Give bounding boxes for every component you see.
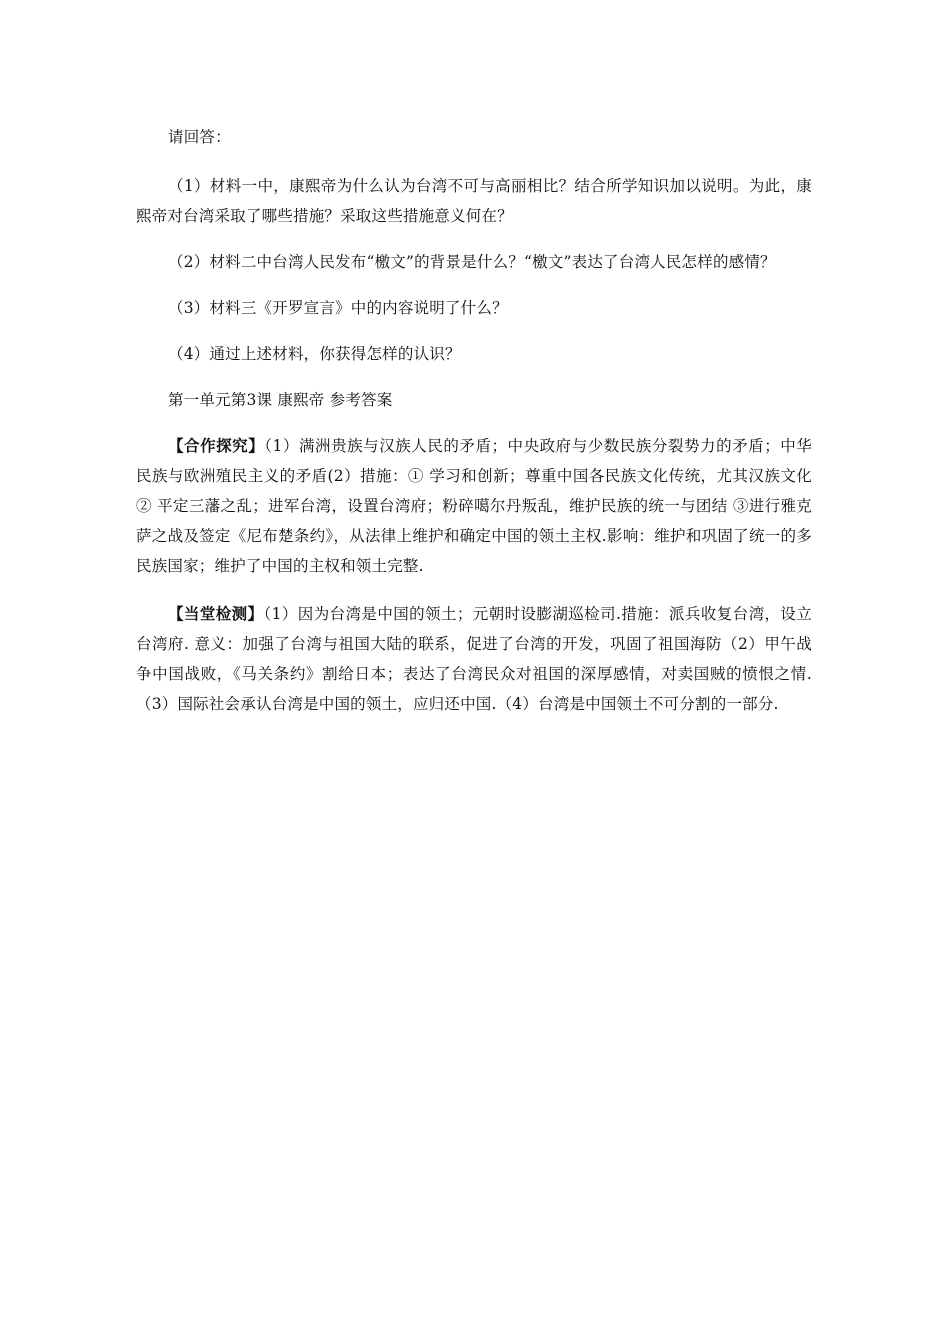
answer-section-title: 第一单元第3课 康熙帝 参考答案 [168,391,393,409]
question-3: （3）材料三《开罗宣言》中的内容说明了什么？ [168,299,508,317]
answer-tag-cooperative-inquiry: 【合作探究】 [168,436,265,455]
answer-tag-classroom-test: 【当堂检测】 [168,604,264,623]
question-4: （4）通过上述材料，你获得怎样的认识？ [168,345,461,363]
question-1: （1）材料一中，康熙帝为什么认为台湾不可与高丽相比？结合所学知识加以说明。为此，康熙帝对台湾采取了哪些措施？采取这些措施意义何在？ [136,177,812,225]
answer-cooperative-inquiry [136,431,812,581]
answer-text-classroom-test: （1）因为台湾是中国的领土；元朝时设膨湖巡检司.措施：派兵收复台湾，设立台湾府. 意义：加强了台湾与祖国大陆的联系，促进了台湾的开发，巩固了祖国海防（2）甲午战争中国战败，《马关条约》割给日本；表达了台湾民众对祖国的深厚感情，对卖国贼的愤恨之情.（3）国际社会承认台湾是中国的领土，应归还中国.（4）台湾是中国领土不可分割的一部分. [136,605,812,713]
answer-classroom-test [136,599,812,719]
answer-prompt: 请回答： [168,128,231,146]
answer-text-cooperative-inquiry: （1）满洲贵族与汉族人民的矛盾；中央政府与少数民族分裂势力的矛盾；中华民族与欧洲殖民主义的矛盾(2）措施：① 学习和创新；尊重中国各民族文化传统，尤其汉族文化 ② 平定三藩之乱；进军台湾，设置台湾府；粉碎噶尔丹叛乱，维护民族的统一与团结 ③进行雅克萨之战及签定《尼布楚条约》，从法律上维护和确定中国的领土主权.影响：维护和巩固了统一的多民族国家；维护了中国的主权和领土完整. [136,437,813,575]
document-body [136,122,812,737]
question-2: （2）材料二中台湾人民发布“檄文”的背景是什么？“檄文”表达了台湾人民怎样的感情？ [168,253,776,271]
